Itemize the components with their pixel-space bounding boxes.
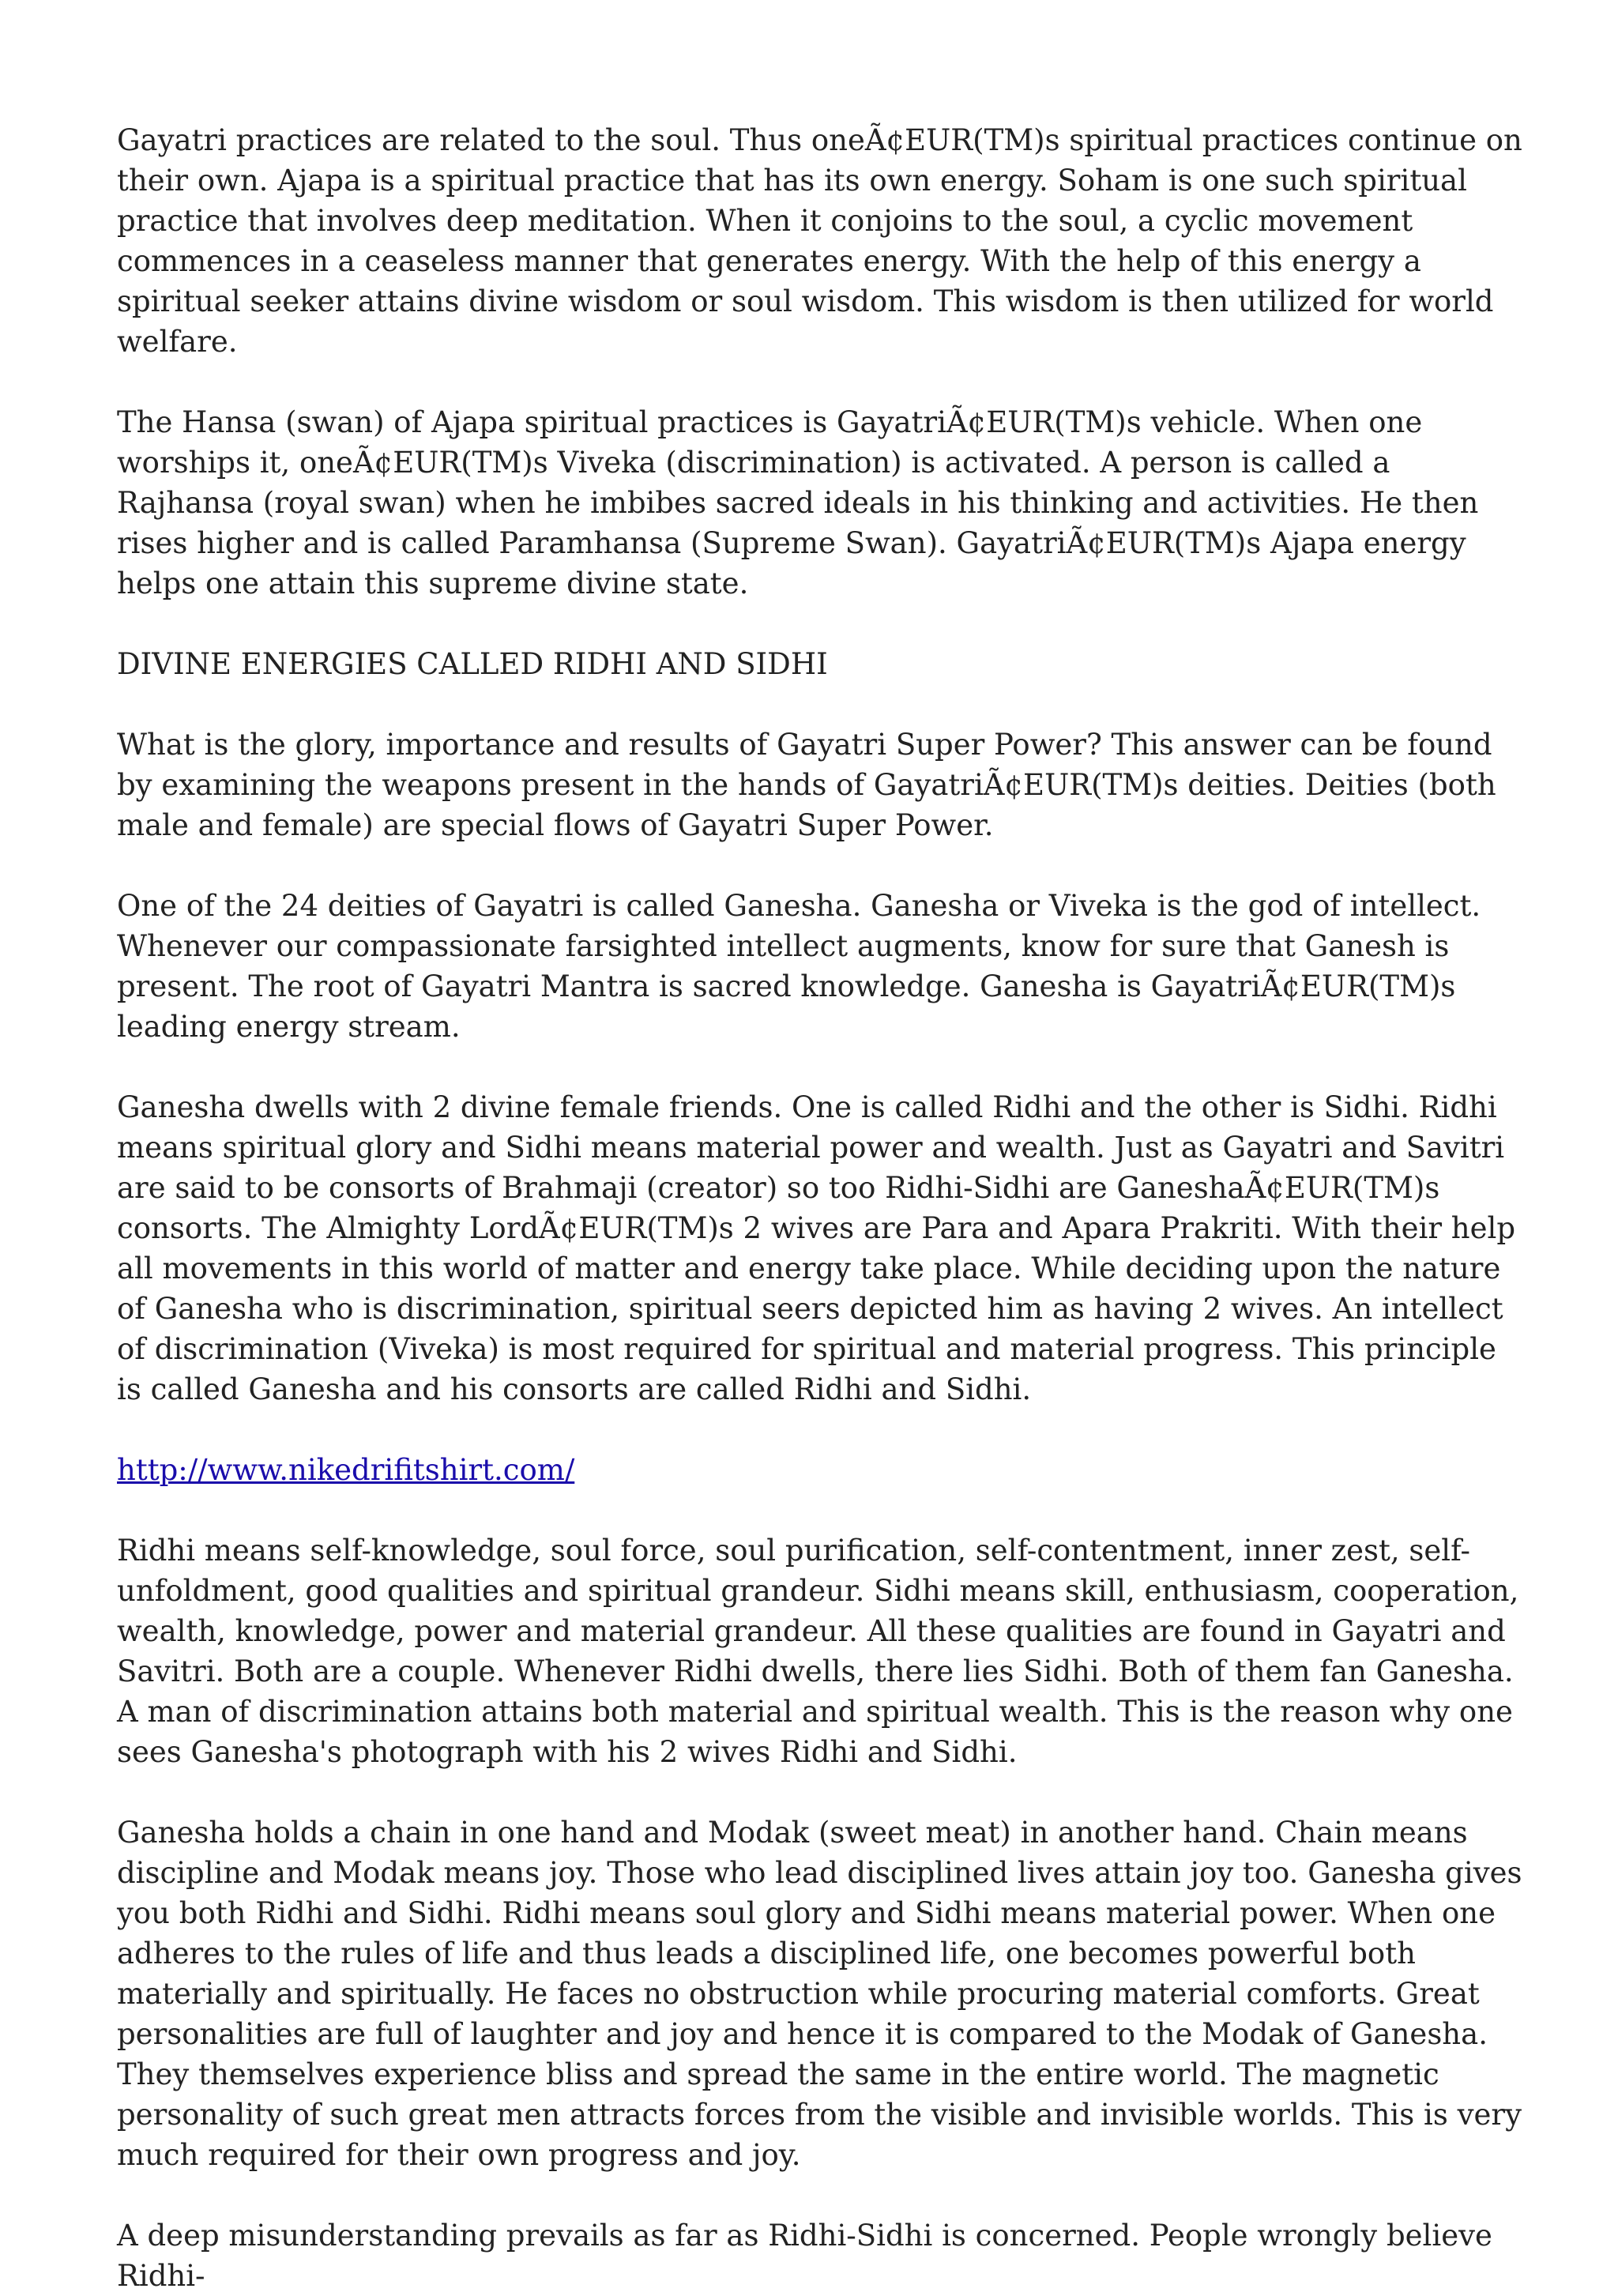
paragraph-hansa-swan: The Hansa (swan) of Ajapa spiritual practices is GayatriÃ¢EUR(TM)s vehicle. When one worships it, oneÃ¢EUR(TM)s Viveka (discrimination) is activated. A person is called a Rajhansa (royal swan) when he imbibes sacred ideals in his thinking and activities. He then rises higher and is called Paramhansa (Supreme Swan). GayatriÃ¢EUR(TM)s Ajapa energy helps one attain this supreme divine state. bbox=[117, 405, 1479, 600]
paragraph-chain-modak: Ganesha holds a chain in one hand and Modak (sweet meat) in another hand. Chain means discipline and Modak means joy. Those who lead disciplined lives attain joy too. Ganesha gives you both Ridhi and Sidhi. Ridhi means soul glory and Sidhi means material power. When one adheres to the rules of life and thus leads a disciplined life, one becomes powerful both materially and spiritually. He faces no obstruction while procuring material comforts. Great personalities are full of laughter and joy and hence it is compared to the Modak of Ganesha. They themselves experience bliss and spread the same in the entire world. The magnetic personality of such great men attracts forces from the visible and invisible worlds. This is very much required for their own progress and joy. bbox=[117, 1816, 1522, 2172]
paragraph-glory-importance: What is the glory, importance and results of Gayatri Super Power? This answer can be found by examining the weapons present in the hands of GayatriÃ¢EUR(TM)s deities. Deities (both male and female) are special flows of Gayatri Super Power. bbox=[117, 728, 1496, 842]
external-link[interactable]: http://www.nikedrifitshirt.com/ bbox=[117, 1453, 575, 1487]
paragraph-ridhi-meaning: Ridhi means self-knowledge, soul force, soul purification, self-contentment, inner zest, self-unfoldment, good qualities and spiritual grandeur. Sidhi means skill, enthusiasm, cooperation, wealth, knowledge, power and material grandeur. All these qualities are found in Gayatri and Savitri. Both are a couple. Whenever Ridhi dwells, there lies Sidhi. Both of them fan Ganesha. A man of discrimination attains both material and spiritual wealth. This is the reason why one sees Ganesha's photograph with his 2 wives Ridhi and Sidhi. bbox=[117, 1534, 1519, 1769]
paragraph-ganesha-deity: One of the 24 deities of Gayatri is called Ganesha. Ganesha or Viveka is the god of intellect. Whenever our compassionate farsighted intellect augments, know for sure that Ganesh is present. The root of Gayatri Mantra is sacred knowledge. Ganesha is GayatriÃ¢EUR(TM)s leading energy stream. bbox=[117, 889, 1481, 1044]
document-page bbox=[117, 120, 1523, 2296]
link-paragraph bbox=[117, 1450, 1523, 1490]
paragraph-misunderstanding: A deep misunderstanding prevails as far as Ridhi-Sidhi is concerned. People wrongly believe Ridhi- bbox=[117, 2219, 1492, 2293]
section-heading: DIVINE ENERGIES CALLED RIDHI AND SIDHI bbox=[117, 647, 828, 681]
paragraph-ridhi-sidhi-consorts: Ganesha dwells with 2 divine female friends. One is called Ridhi and the other is Sidhi. Ridhi means spiritual glory and Sidhi means material power and wealth. Just as Gayatri and Savitri are said to be consorts of Brahmaji (creator) so too Ridhi-Sidhi are GaneshaÃ¢EUR(TM)s consorts. The Almighty LordÃ¢EUR(TM)s 2 wives are Para and Apara Prakriti. With their help all movements in this world of matter and energy take place. While deciding upon the nature of Ganesha who is discrimination, spiritual seers depicted him as having 2 wives. An intellect of discrimination (Viveka) is most required for spiritual and material progress. This principle is called Ganesha and his consorts are called Ridhi and Sidhi. bbox=[117, 1090, 1516, 1406]
paragraph-gayatri-practices: Gayatri practices are related to the soul. Thus oneÃ¢EUR(TM)s spiritual practices continue on their own. Ajapa is a spiritual practice that has its own energy. Soham is one such spiritual practice that involves deep meditation. When it conjoins to the soul, a cyclic movement commences in a ceaseless manner that generates energy. With the help of this energy a spiritual seeker attains divine wisdom or soul wisdom. This wisdom is then utilized for world welfare. bbox=[117, 123, 1522, 359]
